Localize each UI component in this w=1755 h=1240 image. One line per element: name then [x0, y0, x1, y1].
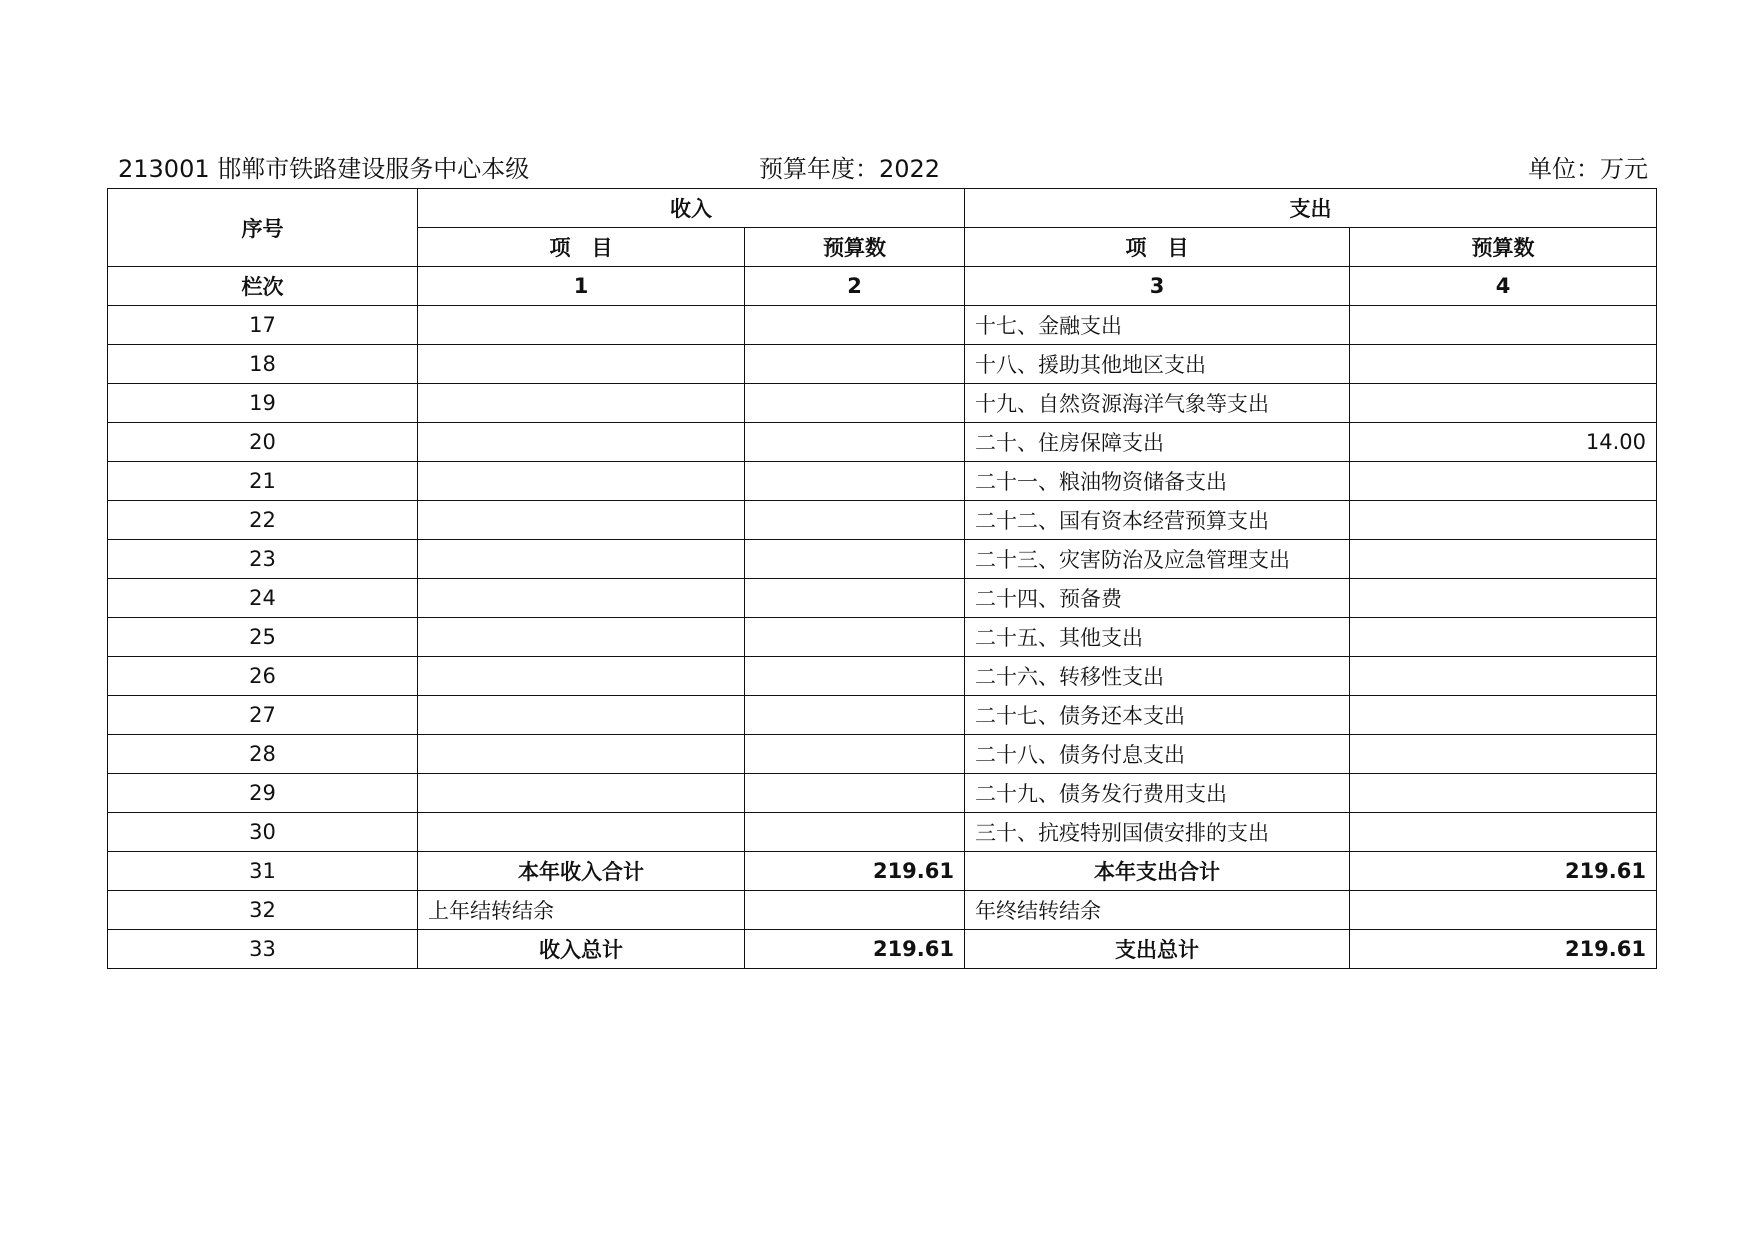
row-index-cell: 27 [108, 696, 418, 735]
table-row [108, 540, 1657, 579]
income-item-cell: 上年结转结余 [418, 891, 745, 930]
income-amount-cell [745, 345, 965, 384]
income-item-cell [418, 774, 745, 813]
expense-item-cell: 二十一、粮油物资储备支出 [965, 462, 1350, 501]
expense-amount-cell: 14.00 [1350, 423, 1657, 462]
table-row [108, 618, 1657, 657]
expense-amount-cell [1350, 462, 1657, 501]
column-number-2: 2 [745, 267, 965, 306]
expense-amount-cell [1350, 345, 1657, 384]
expense-amount-cell [1350, 579, 1657, 618]
table-row [108, 501, 1657, 540]
table-row [108, 696, 1657, 735]
income-item-cell [418, 618, 745, 657]
row-index-cell: 26 [108, 657, 418, 696]
income-amount-cell [745, 735, 965, 774]
expense-amount-cell [1350, 813, 1657, 852]
income-item-cell [418, 540, 745, 579]
expense-item-cell: 二十九、债务发行费用支出 [965, 774, 1350, 813]
row-index-cell: 21 [108, 462, 418, 501]
income-item-cell [418, 579, 745, 618]
table-row [108, 345, 1657, 384]
table-row [108, 930, 1657, 969]
income-amount-cell [745, 657, 965, 696]
expense-item-cell: 三十、抗疫特别国债安排的支出 [965, 813, 1350, 852]
income-amount-cell [745, 618, 965, 657]
col-header-index: 序号 [108, 189, 418, 267]
budget-table [107, 188, 1657, 969]
expense-item-cell: 十七、金融支出 [965, 306, 1350, 345]
income-item-cell: 收入总计 [418, 930, 745, 969]
row-index-cell: 31 [108, 852, 418, 891]
income-item-cell: 本年收入合计 [418, 852, 745, 891]
expense-item-cell: 二十四、预备费 [965, 579, 1350, 618]
column-number-3: 3 [965, 267, 1350, 306]
table-row [108, 813, 1657, 852]
income-item-cell [418, 696, 745, 735]
expense-item-cell: 十九、自然资源海洋气象等支出 [965, 384, 1350, 423]
row-index-cell: 18 [108, 345, 418, 384]
expense-amount-cell [1350, 306, 1657, 345]
expense-amount-cell [1350, 774, 1657, 813]
row-index-cell: 24 [108, 579, 418, 618]
row-index-cell: 19 [108, 384, 418, 423]
income-amount-cell [745, 501, 965, 540]
income-amount-cell [745, 891, 965, 930]
col-header-income-item: 项 目 [418, 228, 745, 267]
table-row [108, 462, 1657, 501]
column-number-4: 4 [1350, 267, 1657, 306]
col-header-expense-amount: 预算数 [1350, 228, 1657, 267]
col-header-expense-item: 项 目 [965, 228, 1350, 267]
income-amount-cell [745, 462, 965, 501]
expense-amount-cell: 219.61 [1350, 852, 1657, 891]
expense-amount-cell [1350, 501, 1657, 540]
table-row [108, 579, 1657, 618]
income-amount-cell [745, 774, 965, 813]
income-item-cell [418, 501, 745, 540]
expense-item-cell: 二十二、国有资本经营预算支出 [965, 501, 1350, 540]
expense-amount-cell [1350, 618, 1657, 657]
organization-title: 213001 邯郸市铁路建设服务中心本级 [118, 155, 530, 183]
expense-amount-cell [1350, 657, 1657, 696]
table-row [108, 384, 1657, 423]
expense-item-cell: 二十三、灾害防治及应急管理支出 [965, 540, 1350, 579]
income-amount-cell [745, 423, 965, 462]
row-index-cell: 17 [108, 306, 418, 345]
table-row [108, 735, 1657, 774]
row-index-cell: 28 [108, 735, 418, 774]
expense-amount-cell: 219.61 [1350, 930, 1657, 969]
table-row [108, 891, 1657, 930]
income-amount-cell: 219.61 [745, 930, 965, 969]
column-number-1: 1 [418, 267, 745, 306]
income-item-cell [418, 813, 745, 852]
unit-label: 单位：万元 [1528, 155, 1648, 183]
report-header [107, 145, 1648, 185]
expense-amount-cell [1350, 696, 1657, 735]
income-item-cell [418, 423, 745, 462]
row-index-cell: 30 [108, 813, 418, 852]
income-amount-cell [745, 540, 965, 579]
col-header-expense: 支出 [965, 189, 1657, 228]
row-index-cell: 25 [108, 618, 418, 657]
expense-item-cell: 支出总计 [965, 930, 1350, 969]
column-number-row [108, 267, 1657, 306]
table-row [108, 423, 1657, 462]
expense-amount-cell [1350, 891, 1657, 930]
expense-item-cell: 本年支出合计 [965, 852, 1350, 891]
header-row-groups [108, 189, 1657, 228]
expense-item-cell: 十八、援助其他地区支出 [965, 345, 1350, 384]
expense-item-cell: 二十五、其他支出 [965, 618, 1350, 657]
col-header-income-amount: 预算数 [745, 228, 965, 267]
income-amount-cell [745, 384, 965, 423]
income-item-cell [418, 306, 745, 345]
table-row [108, 774, 1657, 813]
col-header-income: 收入 [418, 189, 965, 228]
expense-item-cell: 二十、住房保障支出 [965, 423, 1350, 462]
table-row [108, 306, 1657, 345]
row-index-cell: 29 [108, 774, 418, 813]
income-item-cell [418, 735, 745, 774]
income-amount-cell [745, 306, 965, 345]
income-amount-cell [745, 579, 965, 618]
row-index-cell: 20 [108, 423, 418, 462]
income-item-cell [418, 462, 745, 501]
expense-item-cell: 二十六、转移性支出 [965, 657, 1350, 696]
column-number-label: 栏次 [108, 267, 418, 306]
expense-amount-cell [1350, 384, 1657, 423]
row-index-cell: 23 [108, 540, 418, 579]
income-item-cell [418, 384, 745, 423]
expense-item-cell: 二十七、债务还本支出 [965, 696, 1350, 735]
row-index-cell: 32 [108, 891, 418, 930]
expense-item-cell: 年终结转结余 [965, 891, 1350, 930]
row-index-cell: 22 [108, 501, 418, 540]
income-amount-cell [745, 696, 965, 735]
income-item-cell [418, 657, 745, 696]
row-index-cell: 33 [108, 930, 418, 969]
table-body [108, 306, 1657, 969]
budget-year: 预算年度：2022 [759, 155, 941, 183]
expense-item-cell: 二十八、债务付息支出 [965, 735, 1350, 774]
income-amount-cell: 219.61 [745, 852, 965, 891]
expense-amount-cell [1350, 735, 1657, 774]
expense-amount-cell [1350, 540, 1657, 579]
table-row [108, 852, 1657, 891]
table-row [108, 657, 1657, 696]
income-item-cell [418, 345, 745, 384]
income-amount-cell [745, 813, 965, 852]
